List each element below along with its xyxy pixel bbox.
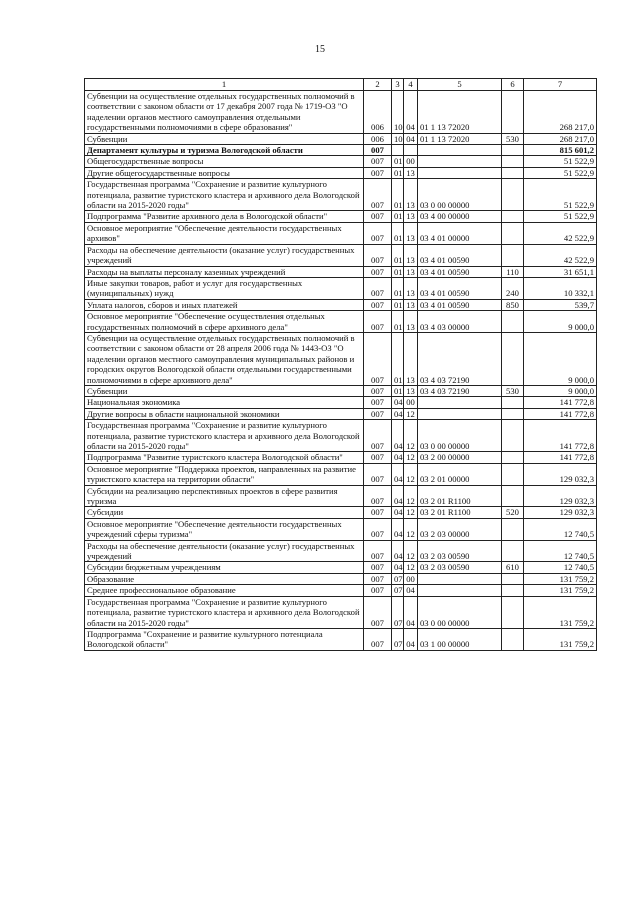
- row-code-cell: 007: [364, 573, 392, 584]
- header-row: [85, 79, 597, 91]
- row-subsection-cell: 12: [404, 562, 418, 573]
- row-target-code-cell: 03 4 00 00000: [418, 211, 502, 222]
- row-target-code-cell: 03 2 01 R1100: [418, 507, 502, 518]
- row-expense-type-cell: 530: [502, 385, 524, 396]
- table-row: [85, 507, 597, 518]
- row-target-code-cell: 03 0 00 00000: [418, 179, 502, 211]
- table-row: [85, 211, 597, 222]
- table-header: [85, 79, 597, 91]
- table-row: [85, 385, 597, 396]
- header-cell-6: 6: [502, 79, 524, 91]
- row-amount-cell: 131 759,2: [524, 585, 597, 596]
- row-amount-cell: 9 000,0: [524, 332, 597, 385]
- row-expense-type-cell: [502, 540, 524, 562]
- row-expense-type-cell: [502, 179, 524, 211]
- row-section-cell: 04: [392, 408, 404, 419]
- row-amount-cell: 131 759,2: [524, 596, 597, 628]
- row-amount-cell: 12 740,5: [524, 540, 597, 562]
- row-subsection-cell: 12: [404, 540, 418, 562]
- row-section-cell: 01: [392, 385, 404, 396]
- row-code-cell: 007: [364, 585, 392, 596]
- row-name-cell: Расходы на обеспечение деятельности (оказание услуг) государственных учреждений: [85, 540, 364, 562]
- row-amount-cell: 51 522,9: [524, 179, 597, 211]
- row-amount-cell: 141 772,8: [524, 397, 597, 408]
- row-subsection-cell: 13: [404, 277, 418, 299]
- table-row: [85, 133, 597, 144]
- row-target-code-cell: [418, 573, 502, 584]
- row-amount-cell: 131 759,2: [524, 573, 597, 584]
- table-row: [85, 540, 597, 562]
- table-row: [85, 408, 597, 419]
- row-amount-cell: 129 032,3: [524, 485, 597, 507]
- row-expense-type-cell: [502, 222, 524, 244]
- row-section-cell: 04: [392, 463, 404, 485]
- row-expense-type-cell: [502, 156, 524, 167]
- row-name-cell: Расходы на обеспечение деятельности (оказание услуг) государственных учреждений: [85, 244, 364, 266]
- row-name-cell: Основное мероприятие "Обеспечение деятельности государственных учреждений сферы туризма": [85, 518, 364, 540]
- row-subsection-cell: 13: [404, 244, 418, 266]
- table-row: [85, 397, 597, 408]
- row-subsection-cell: 13: [404, 332, 418, 385]
- row-expense-type-cell: [502, 596, 524, 628]
- row-code-cell: 007: [364, 299, 392, 310]
- row-code-cell: 007: [364, 562, 392, 573]
- row-name-cell: Субсидии на реализацию перспективных проектов в сфере развития туризма: [85, 485, 364, 507]
- row-amount-cell: 51 522,9: [524, 156, 597, 167]
- table-row: [85, 277, 597, 299]
- row-target-code-cell: 03 2 03 00000: [418, 518, 502, 540]
- row-expense-type-cell: [502, 452, 524, 463]
- row-expense-type-cell: [502, 518, 524, 540]
- row-expense-type-cell: 850: [502, 299, 524, 310]
- row-section-cell: 01: [392, 299, 404, 310]
- row-code-cell: 007: [364, 222, 392, 244]
- row-code-cell: 007: [364, 485, 392, 507]
- row-name-cell: Расходы на выплаты персоналу казенных учреждений: [85, 266, 364, 277]
- row-subsection-cell: [404, 145, 418, 156]
- row-target-code-cell: [418, 397, 502, 408]
- row-target-code-cell: 03 1 00 00000: [418, 628, 502, 650]
- row-subsection-cell: 04: [404, 585, 418, 596]
- row-amount-cell: 12 740,5: [524, 562, 597, 573]
- row-amount-cell: 131 759,2: [524, 628, 597, 650]
- row-expense-type-cell: 110: [502, 266, 524, 277]
- row-name-cell: Уплата налогов, сборов и иных платежей: [85, 299, 364, 310]
- row-amount-cell: 129 032,3: [524, 463, 597, 485]
- row-expense-type-cell: [502, 397, 524, 408]
- row-subsection-cell: 04: [404, 628, 418, 650]
- table-row: [85, 299, 597, 310]
- table-row: [85, 145, 597, 156]
- table-body: [85, 91, 597, 651]
- row-code-cell: 007: [364, 385, 392, 396]
- table-row: [85, 518, 597, 540]
- row-code-cell: 007: [364, 628, 392, 650]
- row-code-cell: 007: [364, 244, 392, 266]
- table-row: [85, 573, 597, 584]
- row-subsection-cell: 13: [404, 167, 418, 178]
- row-name-cell: Субвенции на осуществление отдельных государственных полномочий в соответствии с законом области от 17 декабря 2007 года № 1719-ОЗ "О наделении органов местного самоуправления отдельными государственными полномочиями в сфере образования": [85, 91, 364, 134]
- row-target-code-cell: 03 4 03 72190: [418, 332, 502, 385]
- row-section-cell: 04: [392, 397, 404, 408]
- table-row: [85, 485, 597, 507]
- row-amount-cell: 129 032,3: [524, 507, 597, 518]
- row-code-cell: 007: [364, 452, 392, 463]
- table-row: [85, 179, 597, 211]
- row-amount-cell: 10 332,1: [524, 277, 597, 299]
- table-row: [85, 266, 597, 277]
- row-amount-cell: 141 772,8: [524, 452, 597, 463]
- row-code-cell: 007: [364, 408, 392, 419]
- row-section-cell: 01: [392, 222, 404, 244]
- row-target-code-cell: [418, 408, 502, 419]
- row-amount-cell: 9 000,0: [524, 385, 597, 396]
- budget-table: [84, 78, 597, 651]
- row-subsection-cell: 12: [404, 452, 418, 463]
- table-row: [85, 332, 597, 385]
- row-target-code-cell: 03 2 03 00590: [418, 562, 502, 573]
- row-section-cell: 04: [392, 507, 404, 518]
- row-name-cell: Иные закупки товаров, работ и услуг для государственных (муниципальных) нужд: [85, 277, 364, 299]
- row-section-cell: 10: [392, 133, 404, 144]
- row-target-code-cell: 03 0 00 00000: [418, 420, 502, 452]
- row-target-code-cell: 03 2 01 00000: [418, 463, 502, 485]
- row-subsection-cell: 00: [404, 156, 418, 167]
- row-amount-cell: 12 740,5: [524, 518, 597, 540]
- row-subsection-cell: 04: [404, 133, 418, 144]
- row-section-cell: 04: [392, 540, 404, 562]
- row-subsection-cell: 13: [404, 311, 418, 333]
- row-amount-cell: 51 522,9: [524, 211, 597, 222]
- row-section-cell: 07: [392, 573, 404, 584]
- row-expense-type-cell: 530: [502, 133, 524, 144]
- row-expense-type-cell: [502, 420, 524, 452]
- table-row: [85, 585, 597, 596]
- row-name-cell: Национальная экономика: [85, 397, 364, 408]
- row-target-code-cell: 03 0 00 00000: [418, 596, 502, 628]
- row-target-code-cell: [418, 145, 502, 156]
- row-code-cell: 007: [364, 540, 392, 562]
- row-expense-type-cell: [502, 211, 524, 222]
- header-cell-4: 4: [404, 79, 418, 91]
- table-row: [85, 596, 597, 628]
- row-target-code-cell: 03 4 01 00590: [418, 244, 502, 266]
- row-code-cell: 007: [364, 179, 392, 211]
- row-section-cell: 04: [392, 518, 404, 540]
- header-cell-3: 3: [392, 79, 404, 91]
- row-expense-type-cell: [502, 167, 524, 178]
- header-cell-7: 7: [524, 79, 597, 91]
- row-target-code-cell: 01 1 13 72020: [418, 91, 502, 134]
- table-row: [85, 222, 597, 244]
- row-target-code-cell: [418, 156, 502, 167]
- table-row: [85, 311, 597, 333]
- row-code-cell: 006: [364, 91, 392, 134]
- row-subsection-cell: 04: [404, 596, 418, 628]
- row-expense-type-cell: [502, 145, 524, 156]
- row-amount-cell: 268 217,0: [524, 133, 597, 144]
- row-amount-cell: 42 522,9: [524, 244, 597, 266]
- row-section-cell: 01: [392, 244, 404, 266]
- table-row: [85, 244, 597, 266]
- row-code-cell: 007: [364, 167, 392, 178]
- row-name-cell: Основное мероприятие "Обеспечение деятельности государственных архивов": [85, 222, 364, 244]
- row-expense-type-cell: [502, 628, 524, 650]
- row-code-cell: 007: [364, 332, 392, 385]
- header-cell-5: 5: [418, 79, 502, 91]
- row-target-code-cell: 03 2 00 00000: [418, 452, 502, 463]
- row-name-cell: Субвенции на осуществление отдельных государственных полномочий в соответствии с законом области от 28 апреля 2006 года № 1443-ОЗ "О наделении органов местного самоуправления муниципальных районов и городских округов Вологодской области отдельными государственными полномочиями в сфере архивного дела": [85, 332, 364, 385]
- row-expense-type-cell: [502, 485, 524, 507]
- row-code-cell: 007: [364, 397, 392, 408]
- row-target-code-cell: 01 1 13 72020: [418, 133, 502, 144]
- row-expense-type-cell: [502, 408, 524, 419]
- row-name-cell: Основное мероприятие "Поддержка проектов, направленных на развитие туристского кластера на территории области": [85, 463, 364, 485]
- table-row: [85, 420, 597, 452]
- row-name-cell: Субсидии: [85, 507, 364, 518]
- row-amount-cell: 141 772,8: [524, 420, 597, 452]
- row-section-cell: 04: [392, 452, 404, 463]
- row-amount-cell: 268 217,0: [524, 91, 597, 134]
- row-name-cell: Подпрограмма "Сохранение и развитие культурного потенциала Вологодской области": [85, 628, 364, 650]
- row-expense-type-cell: [502, 463, 524, 485]
- row-section-cell: 01: [392, 156, 404, 167]
- row-name-cell: Субвенции: [85, 385, 364, 396]
- page-number: 15: [315, 44, 325, 55]
- row-target-code-cell: 03 4 01 00000: [418, 222, 502, 244]
- row-section-cell: 01: [392, 167, 404, 178]
- row-amount-cell: 42 522,9: [524, 222, 597, 244]
- row-section-cell: 04: [392, 562, 404, 573]
- row-expense-type-cell: [502, 332, 524, 385]
- row-code-cell: 007: [364, 420, 392, 452]
- row-section-cell: 10: [392, 91, 404, 134]
- row-expense-type-cell: [502, 585, 524, 596]
- row-code-cell: 007: [364, 266, 392, 277]
- row-subsection-cell: 12: [404, 420, 418, 452]
- row-subsection-cell: 12: [404, 485, 418, 507]
- row-target-code-cell: 03 4 03 00000: [418, 311, 502, 333]
- row-section-cell: 04: [392, 420, 404, 452]
- row-amount-cell: 9 000,0: [524, 311, 597, 333]
- row-section-cell: 07: [392, 628, 404, 650]
- table-row: [85, 167, 597, 178]
- row-amount-cell: 141 772,8: [524, 408, 597, 419]
- row-amount-cell: 31 651,1: [524, 266, 597, 277]
- row-subsection-cell: 13: [404, 266, 418, 277]
- row-name-cell: Департамент культуры и туризма Вологодской области: [85, 145, 364, 156]
- table-row: [85, 91, 597, 134]
- row-name-cell: Среднее профессиональное образование: [85, 585, 364, 596]
- row-target-code-cell: [418, 585, 502, 596]
- row-subsection-cell: 12: [404, 507, 418, 518]
- row-expense-type-cell: [502, 244, 524, 266]
- table-row: [85, 562, 597, 573]
- row-name-cell: Другие общегосударственные вопросы: [85, 167, 364, 178]
- row-name-cell: Общегосударственные вопросы: [85, 156, 364, 167]
- row-code-cell: 007: [364, 145, 392, 156]
- row-code-cell: 007: [364, 277, 392, 299]
- row-section-cell: 01: [392, 277, 404, 299]
- row-subsection-cell: 04: [404, 91, 418, 134]
- row-target-code-cell: 03 4 01 00590: [418, 277, 502, 299]
- row-target-code-cell: 03 4 01 00590: [418, 266, 502, 277]
- row-target-code-cell: 03 4 03 72190: [418, 385, 502, 396]
- row-code-cell: 007: [364, 311, 392, 333]
- row-amount-cell: 815 601,2: [524, 145, 597, 156]
- table-row: [85, 463, 597, 485]
- row-code-cell: 007: [364, 156, 392, 167]
- row-code-cell: 007: [364, 463, 392, 485]
- row-subsection-cell: 13: [404, 211, 418, 222]
- row-expense-type-cell: [502, 311, 524, 333]
- row-subsection-cell: 13: [404, 299, 418, 310]
- row-name-cell: Подпрограмма "Развитие архивного дела в Вологодской области": [85, 211, 364, 222]
- row-subsection-cell: 13: [404, 222, 418, 244]
- row-target-code-cell: 03 2 01 R1100: [418, 485, 502, 507]
- row-subsection-cell: 13: [404, 385, 418, 396]
- row-section-cell: 07: [392, 596, 404, 628]
- row-expense-type-cell: [502, 91, 524, 134]
- row-name-cell: Государственная программа "Сохранение и развитие культурного потенциала, развитие туристского кластера и архивного дела Вологодской области на 2015-2020 годы": [85, 596, 364, 628]
- row-subsection-cell: 12: [404, 408, 418, 419]
- row-section-cell: 01: [392, 179, 404, 211]
- row-section-cell: 01: [392, 266, 404, 277]
- row-section-cell: 01: [392, 311, 404, 333]
- row-section-cell: 01: [392, 332, 404, 385]
- row-section-cell: 01: [392, 211, 404, 222]
- row-amount-cell: 539,7: [524, 299, 597, 310]
- row-expense-type-cell: 240: [502, 277, 524, 299]
- row-expense-type-cell: 520: [502, 507, 524, 518]
- row-name-cell: Подпрограмма "Развитие туристского кластера Вологодской области": [85, 452, 364, 463]
- row-name-cell: Субсидии бюджетным учреждениям: [85, 562, 364, 573]
- row-section-cell: 07: [392, 585, 404, 596]
- row-expense-type-cell: [502, 573, 524, 584]
- row-target-code-cell: [418, 167, 502, 178]
- table-row: [85, 452, 597, 463]
- row-name-cell: Другие вопросы в области национальной экономики: [85, 408, 364, 419]
- row-subsection-cell: 00: [404, 573, 418, 584]
- row-subsection-cell: 12: [404, 463, 418, 485]
- row-target-code-cell: 03 4 01 00590: [418, 299, 502, 310]
- row-code-cell: 007: [364, 518, 392, 540]
- row-subsection-cell: 12: [404, 518, 418, 540]
- row-code-cell: 006: [364, 133, 392, 144]
- row-subsection-cell: 13: [404, 179, 418, 211]
- row-amount-cell: 51 522,9: [524, 167, 597, 178]
- row-code-cell: 007: [364, 507, 392, 518]
- row-name-cell: Государственная программа "Сохранение и развитие культурного потенциала, развитие туристского кластера и архивного дела Вологодской области на 2015-2020 годы": [85, 179, 364, 211]
- row-name-cell: Основное мероприятие "Обеспечение осуществления отдельных государственных полномочий в сфере архивного дела": [85, 311, 364, 333]
- row-subsection-cell: 00: [404, 397, 418, 408]
- row-name-cell: Государственная программа "Сохранение и развитие культурного потенциала, развитие туристского кластера и архивного дела Вологодской области на 2015-2020 годы": [85, 420, 364, 452]
- row-name-cell: Образование: [85, 573, 364, 584]
- row-name-cell: Субвенции: [85, 133, 364, 144]
- table-row: [85, 628, 597, 650]
- row-target-code-cell: 03 2 03 00590: [418, 540, 502, 562]
- row-section-cell: [392, 145, 404, 156]
- row-code-cell: 007: [364, 596, 392, 628]
- row-code-cell: 007: [364, 211, 392, 222]
- row-expense-type-cell: 610: [502, 562, 524, 573]
- table-row: [85, 156, 597, 167]
- header-cell-1: 1: [85, 79, 364, 91]
- row-section-cell: 04: [392, 485, 404, 507]
- header-cell-2: 2: [364, 79, 392, 91]
